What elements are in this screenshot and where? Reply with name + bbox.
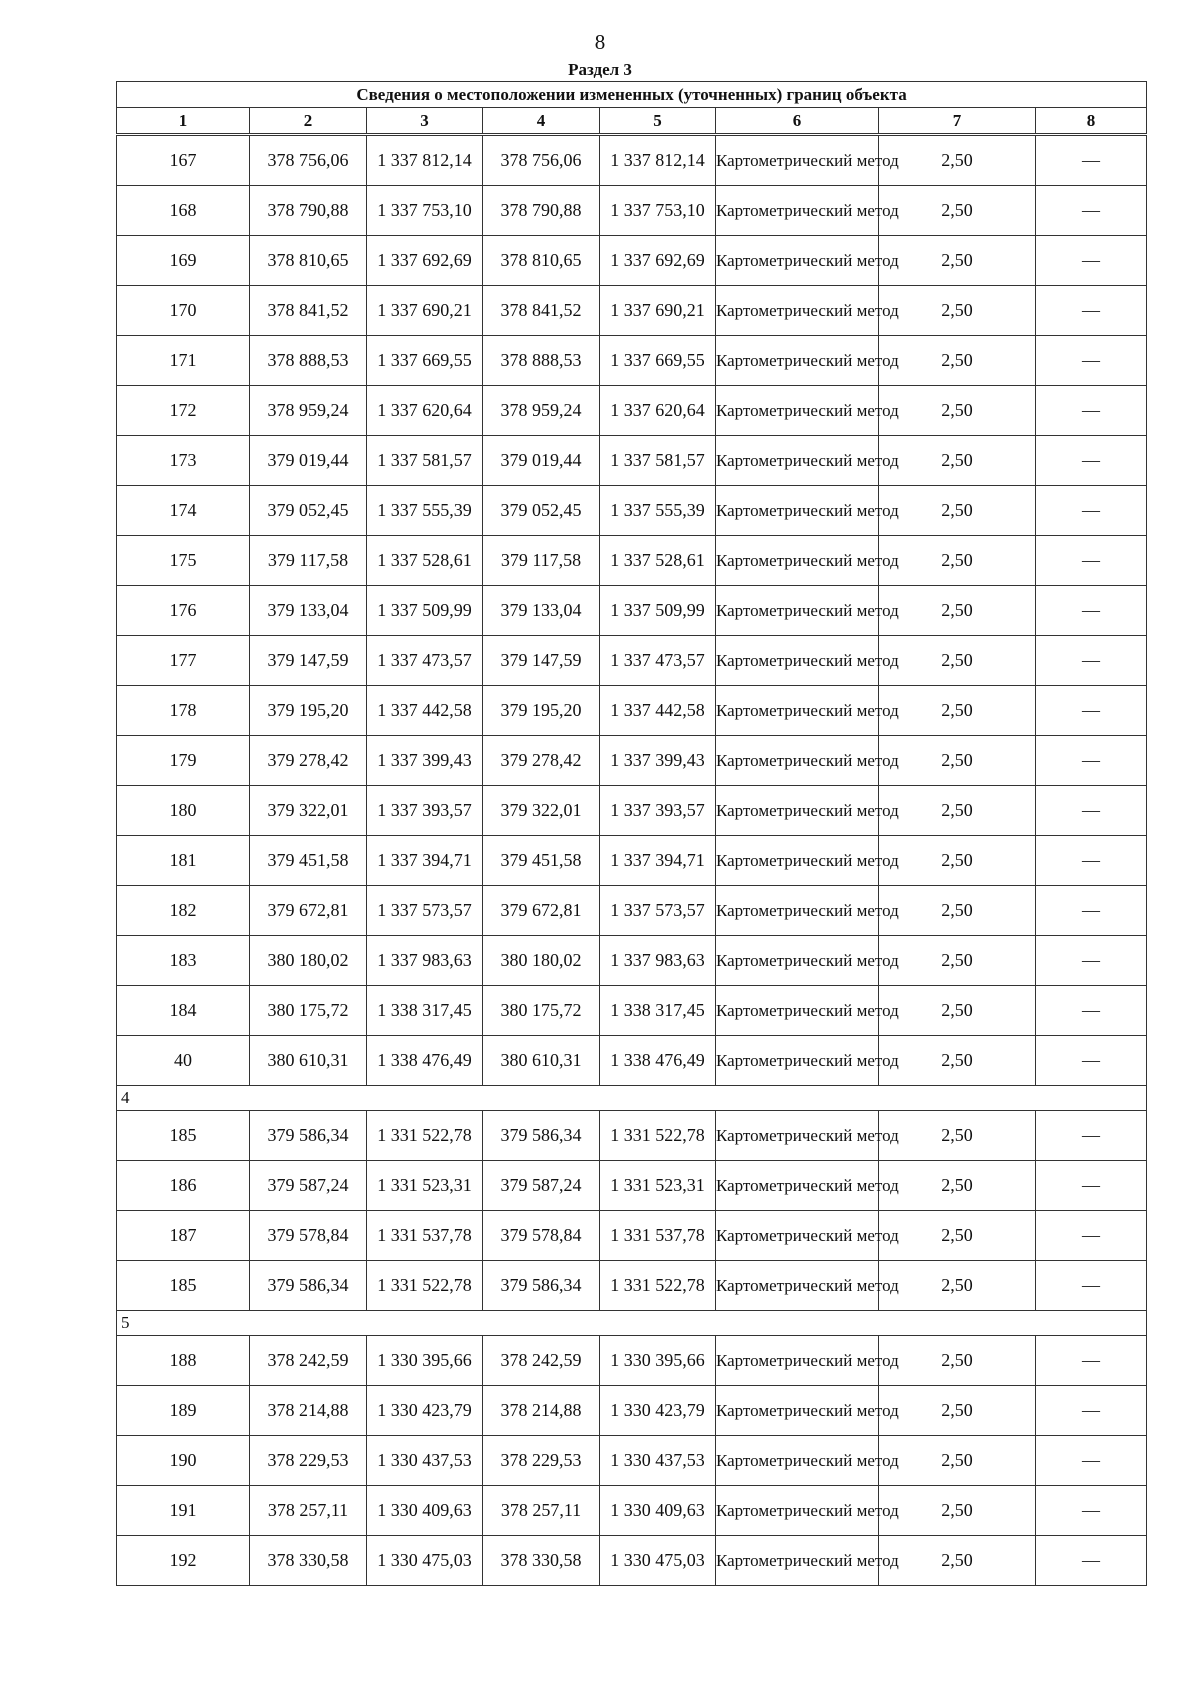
cell-point-number: 174 xyxy=(117,486,250,536)
cell-accuracy: 2,50 xyxy=(879,236,1036,286)
cell-description: — xyxy=(1036,836,1147,886)
table-row xyxy=(117,936,1147,986)
cell-x-old: 379 117,58 xyxy=(250,536,367,586)
cell-point-number: 167 xyxy=(117,135,250,186)
cell-x-old: 379 587,24 xyxy=(250,1161,367,1211)
cell-method: Картометрический метод xyxy=(716,536,879,586)
cell-x-old: 378 841,52 xyxy=(250,286,367,336)
cell-accuracy: 2,50 xyxy=(879,436,1036,486)
cell-y-new: 1 330 475,03 xyxy=(600,1536,716,1586)
cell-y-new: 1 337 473,57 xyxy=(600,636,716,686)
cell-point-number: 187 xyxy=(117,1211,250,1261)
cell-accuracy: 2,50 xyxy=(879,836,1036,886)
table-row xyxy=(117,736,1147,786)
cell-x-new: 378 214,88 xyxy=(483,1386,600,1436)
table-row xyxy=(117,486,1147,536)
cell-x-old: 378 242,59 xyxy=(250,1336,367,1386)
cell-y-new: 1 337 581,57 xyxy=(600,436,716,486)
cell-method: Картометрический метод xyxy=(716,436,879,486)
column-number-row xyxy=(117,108,1147,135)
cell-description: — xyxy=(1036,236,1147,286)
cell-y-old: 1 337 692,69 xyxy=(367,236,483,286)
cell-x-new: 378 257,11 xyxy=(483,1486,600,1536)
cell-accuracy: 2,50 xyxy=(879,1111,1036,1161)
cell-method: Картометрический метод xyxy=(716,1436,879,1486)
cell-description: — xyxy=(1036,886,1147,936)
cell-point-number: 189 xyxy=(117,1386,250,1436)
contour-number: 5 xyxy=(117,1311,1147,1336)
table-row xyxy=(117,1161,1147,1211)
table-row xyxy=(117,1261,1147,1311)
cell-y-new: 1 330 437,53 xyxy=(600,1436,716,1486)
column-number: 6 xyxy=(716,108,879,135)
cell-x-old: 380 610,31 xyxy=(250,1036,367,1086)
cell-point-number: 176 xyxy=(117,586,250,636)
cell-description: — xyxy=(1036,736,1147,786)
cell-x-new: 379 451,58 xyxy=(483,836,600,886)
cell-y-old: 1 331 537,78 xyxy=(367,1211,483,1261)
cell-description: — xyxy=(1036,586,1147,636)
cell-x-new: 378 229,53 xyxy=(483,1436,600,1486)
cell-x-old: 378 229,53 xyxy=(250,1436,367,1486)
cell-y-old: 1 331 522,78 xyxy=(367,1111,483,1161)
cell-method: Картометрический метод xyxy=(716,986,879,1036)
cell-point-number: 178 xyxy=(117,686,250,736)
cell-y-new: 1 331 522,78 xyxy=(600,1261,716,1311)
cell-x-old: 378 257,11 xyxy=(250,1486,367,1536)
cell-description: — xyxy=(1036,1536,1147,1586)
cell-x-old: 379 586,34 xyxy=(250,1261,367,1311)
cell-point-number: 185 xyxy=(117,1261,250,1311)
cell-description: — xyxy=(1036,1036,1147,1086)
cell-y-old: 1 337 442,58 xyxy=(367,686,483,736)
cell-description: — xyxy=(1036,636,1147,686)
cell-y-old: 1 337 581,57 xyxy=(367,436,483,486)
cell-accuracy: 2,50 xyxy=(879,286,1036,336)
cell-y-old: 1 330 395,66 xyxy=(367,1336,483,1386)
cell-y-old: 1 337 394,71 xyxy=(367,836,483,886)
cell-x-old: 379 322,01 xyxy=(250,786,367,836)
table-row xyxy=(117,1211,1147,1261)
cell-x-old: 379 147,59 xyxy=(250,636,367,686)
table-row xyxy=(117,586,1147,636)
cell-y-old: 1 338 317,45 xyxy=(367,986,483,1036)
cell-y-new: 1 337 393,57 xyxy=(600,786,716,836)
cell-y-old: 1 337 812,14 xyxy=(367,135,483,186)
cell-y-old: 1 338 476,49 xyxy=(367,1036,483,1086)
cell-x-old: 379 133,04 xyxy=(250,586,367,636)
cell-accuracy: 2,50 xyxy=(879,386,1036,436)
cell-y-new: 1 337 983,63 xyxy=(600,936,716,986)
cell-method: Картометрический метод xyxy=(716,1486,879,1536)
cell-point-number: 40 xyxy=(117,1036,250,1086)
cell-method: Картометрический метод xyxy=(716,936,879,986)
cell-x-new: 379 278,42 xyxy=(483,736,600,786)
cell-method: Картометрический метод xyxy=(716,186,879,236)
table-caption: Сведения о местоположении измененных (уточненных) границ объекта xyxy=(117,82,1147,108)
cell-method: Картометрический метод xyxy=(716,135,879,186)
cell-point-number: 170 xyxy=(117,286,250,336)
cell-point-number: 177 xyxy=(117,636,250,686)
cell-accuracy: 2,50 xyxy=(879,686,1036,736)
cell-x-new: 379 578,84 xyxy=(483,1211,600,1261)
cell-point-number: 168 xyxy=(117,186,250,236)
cell-accuracy: 2,50 xyxy=(879,886,1036,936)
cell-x-old: 379 451,58 xyxy=(250,836,367,886)
cell-x-new: 380 175,72 xyxy=(483,986,600,1036)
cell-method: Картометрический метод xyxy=(716,1036,879,1086)
cell-description: — xyxy=(1036,486,1147,536)
cell-y-old: 1 337 528,61 xyxy=(367,536,483,586)
cell-accuracy: 2,50 xyxy=(879,1036,1036,1086)
cell-point-number: 191 xyxy=(117,1486,250,1536)
table-row xyxy=(117,436,1147,486)
cell-x-old: 378 888,53 xyxy=(250,336,367,386)
cell-accuracy: 2,50 xyxy=(879,1211,1036,1261)
cell-description: — xyxy=(1036,1161,1147,1211)
cell-x-old: 378 214,88 xyxy=(250,1386,367,1436)
cell-description: — xyxy=(1036,135,1147,186)
table-row xyxy=(117,1111,1147,1161)
contour-number: 4 xyxy=(117,1086,1147,1111)
cell-point-number: 185 xyxy=(117,1111,250,1161)
cell-accuracy: 2,50 xyxy=(879,1161,1036,1211)
cell-accuracy: 2,50 xyxy=(879,536,1036,586)
cell-accuracy: 2,50 xyxy=(879,1536,1036,1586)
cell-method: Картометрический метод xyxy=(716,636,879,686)
cell-description: — xyxy=(1036,686,1147,736)
cell-y-old: 1 337 620,64 xyxy=(367,386,483,436)
table-row xyxy=(117,1336,1147,1386)
cell-point-number: 186 xyxy=(117,1161,250,1211)
cell-y-new: 1 337 528,61 xyxy=(600,536,716,586)
cell-y-new: 1 337 399,43 xyxy=(600,736,716,786)
cell-x-old: 379 195,20 xyxy=(250,686,367,736)
cell-point-number: 180 xyxy=(117,786,250,836)
cell-description: — xyxy=(1036,786,1147,836)
cell-method: Картометрический метод xyxy=(716,686,879,736)
column-number: 5 xyxy=(600,108,716,135)
contour-group-row xyxy=(117,1311,1147,1336)
cell-x-new: 380 610,31 xyxy=(483,1036,600,1086)
cell-y-new: 1 337 555,39 xyxy=(600,486,716,536)
cell-x-new: 379 019,44 xyxy=(483,436,600,486)
cell-point-number: 175 xyxy=(117,536,250,586)
cell-method: Картометрический метод xyxy=(716,1261,879,1311)
cell-method: Картометрический метод xyxy=(716,1111,879,1161)
cell-x-new: 378 810,65 xyxy=(483,236,600,286)
cell-description: — xyxy=(1036,986,1147,1036)
cell-x-old: 378 330,58 xyxy=(250,1536,367,1586)
cell-y-new: 1 337 753,10 xyxy=(600,186,716,236)
column-number: 1 xyxy=(117,108,250,135)
table-row xyxy=(117,836,1147,886)
cell-accuracy: 2,50 xyxy=(879,736,1036,786)
cell-x-new: 379 195,20 xyxy=(483,686,600,736)
cell-x-new: 378 888,53 xyxy=(483,336,600,386)
cell-point-number: 172 xyxy=(117,386,250,436)
contour-group-row xyxy=(117,1086,1147,1111)
cell-accuracy: 2,50 xyxy=(879,636,1036,686)
cell-description: — xyxy=(1036,1486,1147,1536)
cell-description: — xyxy=(1036,1261,1147,1311)
cell-x-new: 379 133,04 xyxy=(483,586,600,636)
cell-point-number: 169 xyxy=(117,236,250,286)
boundary-coordinates-table xyxy=(116,81,1147,1586)
cell-y-new: 1 337 692,69 xyxy=(600,236,716,286)
cell-accuracy: 2,50 xyxy=(879,186,1036,236)
cell-method: Картометрический метод xyxy=(716,236,879,286)
cell-x-old: 378 756,06 xyxy=(250,135,367,186)
cell-x-new: 378 790,88 xyxy=(483,186,600,236)
section-title: Раздел 3 xyxy=(568,60,632,79)
cell-point-number: 182 xyxy=(117,886,250,936)
cell-description: — xyxy=(1036,1336,1147,1386)
cell-description: — xyxy=(1036,1211,1147,1261)
cell-x-old: 379 672,81 xyxy=(250,886,367,936)
cell-x-new: 378 330,58 xyxy=(483,1536,600,1586)
cell-description: — xyxy=(1036,536,1147,586)
cell-y-old: 1 337 983,63 xyxy=(367,936,483,986)
cell-method: Картометрический метод xyxy=(716,886,879,936)
cell-method: Картометрический метод xyxy=(716,736,879,786)
cell-x-new: 379 117,58 xyxy=(483,536,600,586)
cell-y-new: 1 337 394,71 xyxy=(600,836,716,886)
cell-x-new: 379 147,59 xyxy=(483,636,600,686)
table-row xyxy=(117,536,1147,586)
cell-y-new: 1 337 690,21 xyxy=(600,286,716,336)
cell-y-old: 1 337 509,99 xyxy=(367,586,483,636)
cell-method: Картометрический метод xyxy=(716,1211,879,1261)
table-row xyxy=(117,186,1147,236)
cell-point-number: 181 xyxy=(117,836,250,886)
column-number: 7 xyxy=(879,108,1036,135)
cell-method: Картометрический метод xyxy=(716,336,879,386)
cell-description: — xyxy=(1036,286,1147,336)
cell-point-number: 173 xyxy=(117,436,250,486)
cell-x-new: 378 242,59 xyxy=(483,1336,600,1386)
cell-y-old: 1 337 573,57 xyxy=(367,886,483,936)
column-number: 4 xyxy=(483,108,600,135)
cell-y-new: 1 338 476,49 xyxy=(600,1036,716,1086)
table-row xyxy=(117,236,1147,286)
table-row xyxy=(117,886,1147,936)
cell-x-old: 378 790,88 xyxy=(250,186,367,236)
cell-accuracy: 2,50 xyxy=(879,1336,1036,1386)
cell-y-new: 1 330 395,66 xyxy=(600,1336,716,1386)
table-row xyxy=(117,786,1147,836)
table-row xyxy=(117,286,1147,336)
cell-method: Картометрический метод xyxy=(716,286,879,336)
cell-x-old: 379 052,45 xyxy=(250,486,367,536)
column-number: 8 xyxy=(1036,108,1147,135)
cell-y-new: 1 337 509,99 xyxy=(600,586,716,636)
cell-point-number: 188 xyxy=(117,1336,250,1386)
cell-y-old: 1 337 473,57 xyxy=(367,636,483,686)
cell-y-new: 1 337 812,14 xyxy=(600,135,716,186)
cell-x-old: 379 278,42 xyxy=(250,736,367,786)
cell-y-new: 1 331 537,78 xyxy=(600,1211,716,1261)
cell-method: Картометрический метод xyxy=(716,486,879,536)
cell-accuracy: 2,50 xyxy=(879,1486,1036,1536)
cell-description: — xyxy=(1036,386,1147,436)
table-row xyxy=(117,1386,1147,1436)
table-row xyxy=(117,636,1147,686)
cell-y-new: 1 330 423,79 xyxy=(600,1386,716,1436)
cell-description: — xyxy=(1036,336,1147,386)
cell-y-new: 1 331 522,78 xyxy=(600,1111,716,1161)
cell-point-number: 179 xyxy=(117,736,250,786)
cell-y-old: 1 330 475,03 xyxy=(367,1536,483,1586)
table-caption-row xyxy=(117,82,1147,108)
cell-x-old: 378 810,65 xyxy=(250,236,367,286)
cell-x-new: 379 672,81 xyxy=(483,886,600,936)
cell-x-old: 380 175,72 xyxy=(250,986,367,1036)
cell-y-old: 1 337 399,43 xyxy=(367,736,483,786)
table-row xyxy=(117,686,1147,736)
cell-point-number: 184 xyxy=(117,986,250,1036)
cell-x-old: 379 019,44 xyxy=(250,436,367,486)
cell-method: Картометрический метод xyxy=(716,1386,879,1436)
cell-x-old: 379 586,34 xyxy=(250,1111,367,1161)
table-row xyxy=(117,336,1147,386)
cell-y-old: 1 330 423,79 xyxy=(367,1386,483,1436)
cell-y-old: 1 337 690,21 xyxy=(367,286,483,336)
table-row xyxy=(117,386,1147,436)
page-number: 8 xyxy=(594,30,606,54)
cell-accuracy: 2,50 xyxy=(879,936,1036,986)
table-row xyxy=(117,1436,1147,1486)
cell-y-old: 1 337 393,57 xyxy=(367,786,483,836)
cell-method: Картометрический метод xyxy=(716,586,879,636)
table-row xyxy=(117,135,1147,186)
cell-y-old: 1 330 437,53 xyxy=(367,1436,483,1486)
cell-accuracy: 2,50 xyxy=(879,1261,1036,1311)
cell-y-old: 1 330 409,63 xyxy=(367,1486,483,1536)
cell-x-new: 379 052,45 xyxy=(483,486,600,536)
cell-y-new: 1 337 620,64 xyxy=(600,386,716,436)
cell-y-old: 1 331 522,78 xyxy=(367,1261,483,1311)
cell-method: Картометрический метод xyxy=(716,1336,879,1386)
cell-accuracy: 2,50 xyxy=(879,986,1036,1036)
cell-description: — xyxy=(1036,936,1147,986)
cell-method: Картометрический метод xyxy=(716,836,879,886)
column-number: 2 xyxy=(250,108,367,135)
table-row xyxy=(117,986,1147,1036)
cell-y-new: 1 337 442,58 xyxy=(600,686,716,736)
cell-x-new: 379 586,34 xyxy=(483,1261,600,1311)
cell-y-new: 1 331 523,31 xyxy=(600,1161,716,1211)
cell-y-old: 1 331 523,31 xyxy=(367,1161,483,1211)
cell-y-old: 1 337 555,39 xyxy=(367,486,483,536)
table-row xyxy=(117,1536,1147,1586)
cell-point-number: 171 xyxy=(117,336,250,386)
cell-description: — xyxy=(1036,1436,1147,1486)
cell-accuracy: 2,50 xyxy=(879,486,1036,536)
table-row xyxy=(117,1036,1147,1086)
cell-description: — xyxy=(1036,186,1147,236)
cell-description: — xyxy=(1036,1386,1147,1436)
cell-y-old: 1 337 669,55 xyxy=(367,336,483,386)
cell-description: — xyxy=(1036,436,1147,486)
column-number: 3 xyxy=(367,108,483,135)
cell-y-new: 1 337 669,55 xyxy=(600,336,716,386)
cell-x-old: 379 578,84 xyxy=(250,1211,367,1261)
cell-x-new: 378 756,06 xyxy=(483,135,600,186)
table-body xyxy=(117,135,1147,1586)
cell-accuracy: 2,50 xyxy=(879,135,1036,186)
cell-x-new: 379 586,34 xyxy=(483,1111,600,1161)
table-row xyxy=(117,1486,1147,1536)
cell-point-number: 183 xyxy=(117,936,250,986)
cell-method: Картометрический метод xyxy=(716,1161,879,1211)
cell-description: — xyxy=(1036,1111,1147,1161)
cell-x-new: 379 587,24 xyxy=(483,1161,600,1211)
cell-x-old: 378 959,24 xyxy=(250,386,367,436)
cell-x-new: 378 841,52 xyxy=(483,286,600,336)
cell-y-new: 1 337 573,57 xyxy=(600,886,716,936)
cell-x-new: 380 180,02 xyxy=(483,936,600,986)
cell-x-old: 380 180,02 xyxy=(250,936,367,986)
cell-method: Картометрический метод xyxy=(716,786,879,836)
cell-y-old: 1 337 753,10 xyxy=(367,186,483,236)
cell-method: Картометрический метод xyxy=(716,386,879,436)
cell-method: Картометрический метод xyxy=(716,1536,879,1586)
cell-y-new: 1 338 317,45 xyxy=(600,986,716,1036)
cell-accuracy: 2,50 xyxy=(879,786,1036,836)
cell-accuracy: 2,50 xyxy=(879,1386,1036,1436)
cell-point-number: 192 xyxy=(117,1536,250,1586)
cell-x-new: 379 322,01 xyxy=(483,786,600,836)
cell-y-new: 1 330 409,63 xyxy=(600,1486,716,1536)
cell-x-new: 378 959,24 xyxy=(483,386,600,436)
cell-accuracy: 2,50 xyxy=(879,1436,1036,1486)
cell-accuracy: 2,50 xyxy=(879,586,1036,636)
cell-point-number: 190 xyxy=(117,1436,250,1486)
cell-accuracy: 2,50 xyxy=(879,336,1036,386)
